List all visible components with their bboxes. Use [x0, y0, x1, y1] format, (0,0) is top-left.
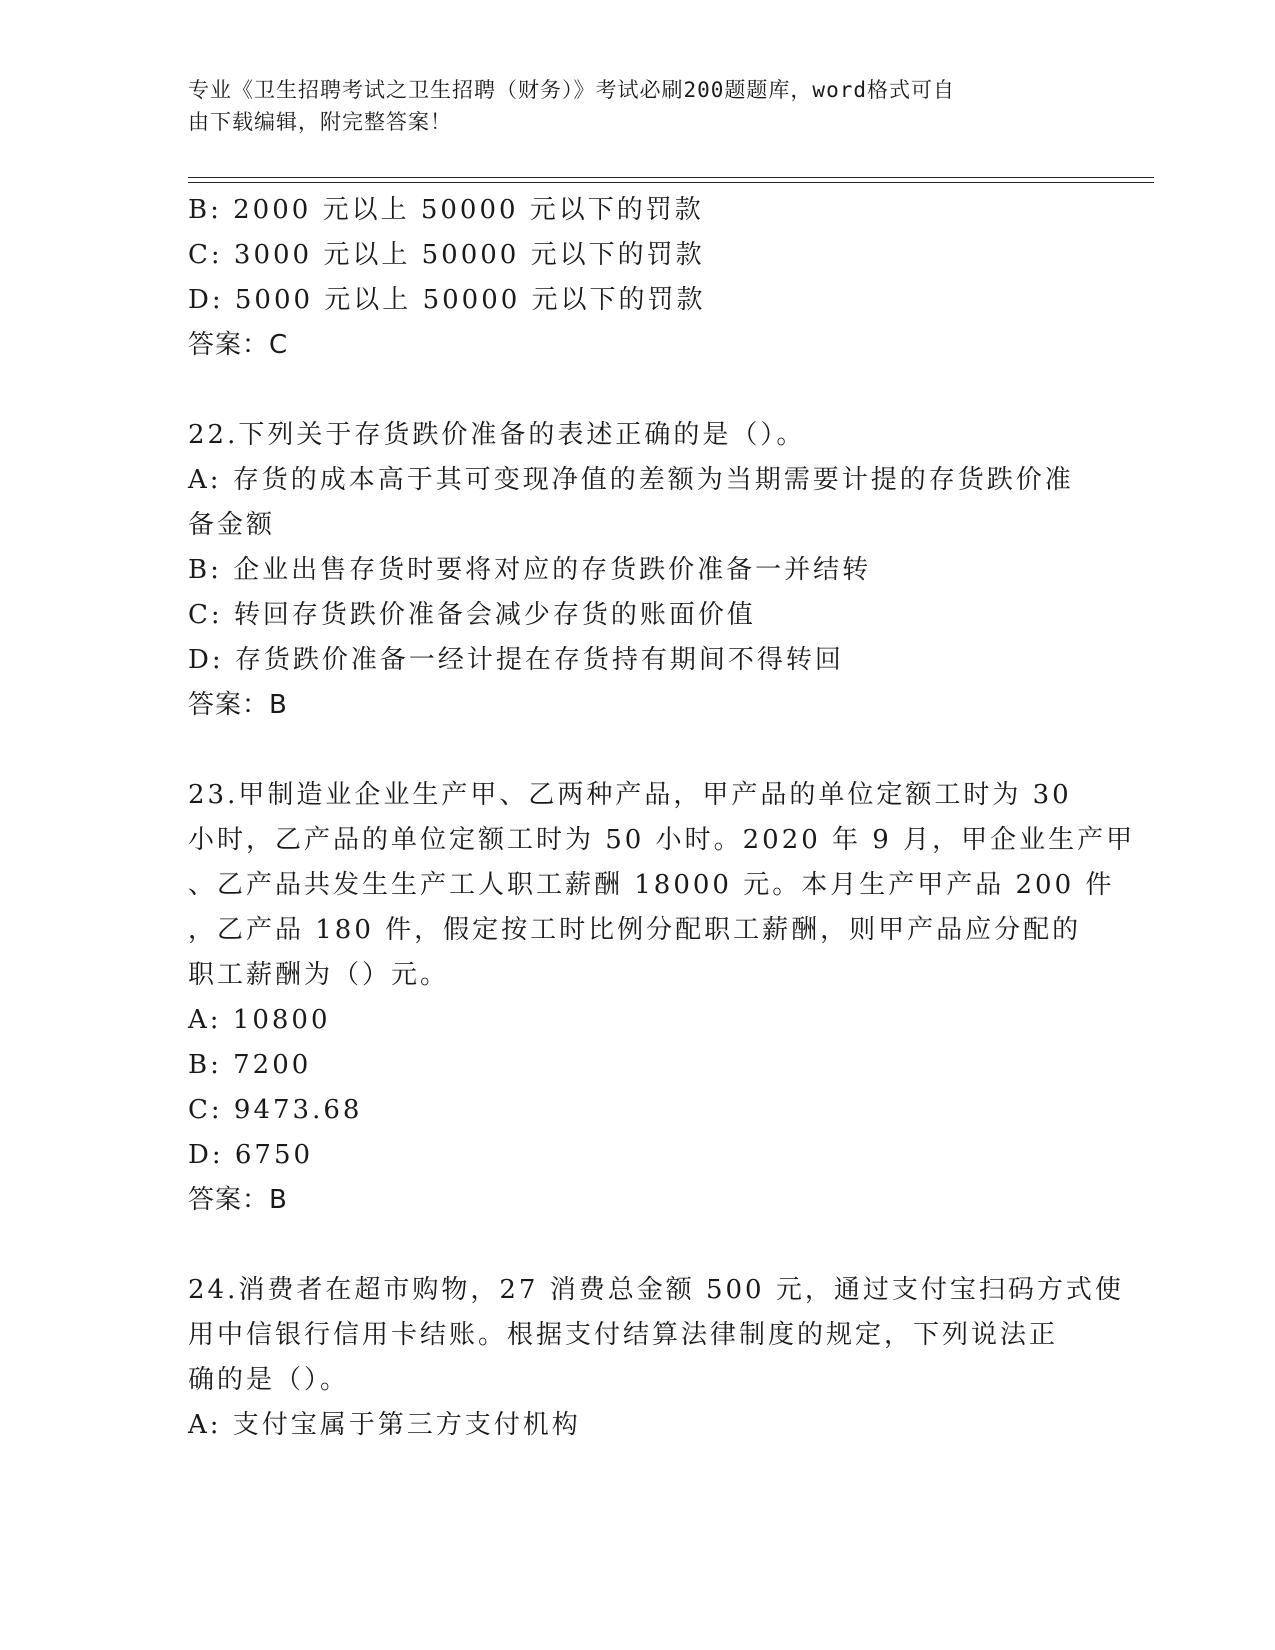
spacer [188, 1223, 1088, 1268]
option-b: B: 企业出售存货时要将对应的存货跌价准备一并结转 [188, 555, 872, 585]
question-stem-continued: 、乙产品共发生生产工人职工薪酬 18000 元。本月生产甲产品 200 件 [188, 870, 1115, 900]
question-21 [188, 188, 1088, 368]
option-c: C: 转回存货跌价准备会减少存货的账面价值 [188, 600, 756, 630]
header-line-1: 专业《卫生招聘考试之卫生招聘（财务）》考试必刷200题题库，word格式可自 [188, 78, 955, 102]
header-divider-top [188, 177, 1154, 178]
option-c: C: 3000 元以上 50000 元以下的罚款 [188, 240, 705, 270]
question-stem-continued: 小时，乙产品的单位定额工时为 50 小时。2020 年 9 月，甲企业生产甲 [188, 825, 1136, 855]
option-a-continued: 备金额 [188, 510, 276, 540]
option-b: B: 7200 [188, 1050, 312, 1080]
document-header [188, 74, 1068, 138]
question-23 [188, 773, 1136, 1223]
header-line-2: 由下载编辑，附完整答案！ [188, 110, 452, 134]
answer-line: 答案：C [188, 330, 289, 360]
question-stem: 23.甲制造业企业生产甲、乙两种产品，甲产品的单位定额工时为 30 [188, 780, 1072, 810]
option-d: D: 存货跌价准备一经计提在存货持有期间不得转回 [188, 645, 844, 675]
option-d: D: 6750 [188, 1140, 314, 1170]
option-a: A: 存货的成本高于其可变现净值的差额为当期需要计提的存货跌价准 [188, 465, 1074, 495]
question-stem-continued: ，乙产品 180 件，假定按工时比例分配职工薪酬，则甲产品应分配的 [188, 915, 1082, 945]
spacer [188, 728, 1088, 773]
spacer [188, 368, 1088, 413]
option-b: B: 2000 元以上 50000 元以下的罚款 [188, 195, 704, 225]
question-stem-continued: 职工薪酬为（）元。 [188, 960, 450, 990]
question-22 [188, 413, 1088, 728]
question-stem-continued: 确的是（）。 [188, 1365, 350, 1395]
option-a: A: 支付宝属于第三方支付机构 [188, 1410, 581, 1440]
option-c: C: 9473.68 [188, 1095, 363, 1125]
question-stem: 24.消费者在超市购物，27 消费总金额 500 元，通过支付宝扫码方式使 [188, 1275, 1124, 1305]
answer-line: 答案：B [188, 690, 288, 720]
question-content [188, 188, 1136, 1448]
question-stem: 22.下列关于存货跌价准备的表述正确的是（）。 [188, 420, 806, 450]
question-24 [188, 1268, 1124, 1448]
option-a: A: 10800 [188, 1005, 331, 1035]
header-divider-bottom [188, 182, 1154, 183]
option-d: D: 5000 元以上 50000 元以下的罚款 [188, 285, 706, 315]
answer-line: 答案：B [188, 1185, 288, 1215]
question-stem-continued: 用中信银行信用卡结账。根据支付结算法律制度的规定，下列说法正 [188, 1320, 1059, 1350]
